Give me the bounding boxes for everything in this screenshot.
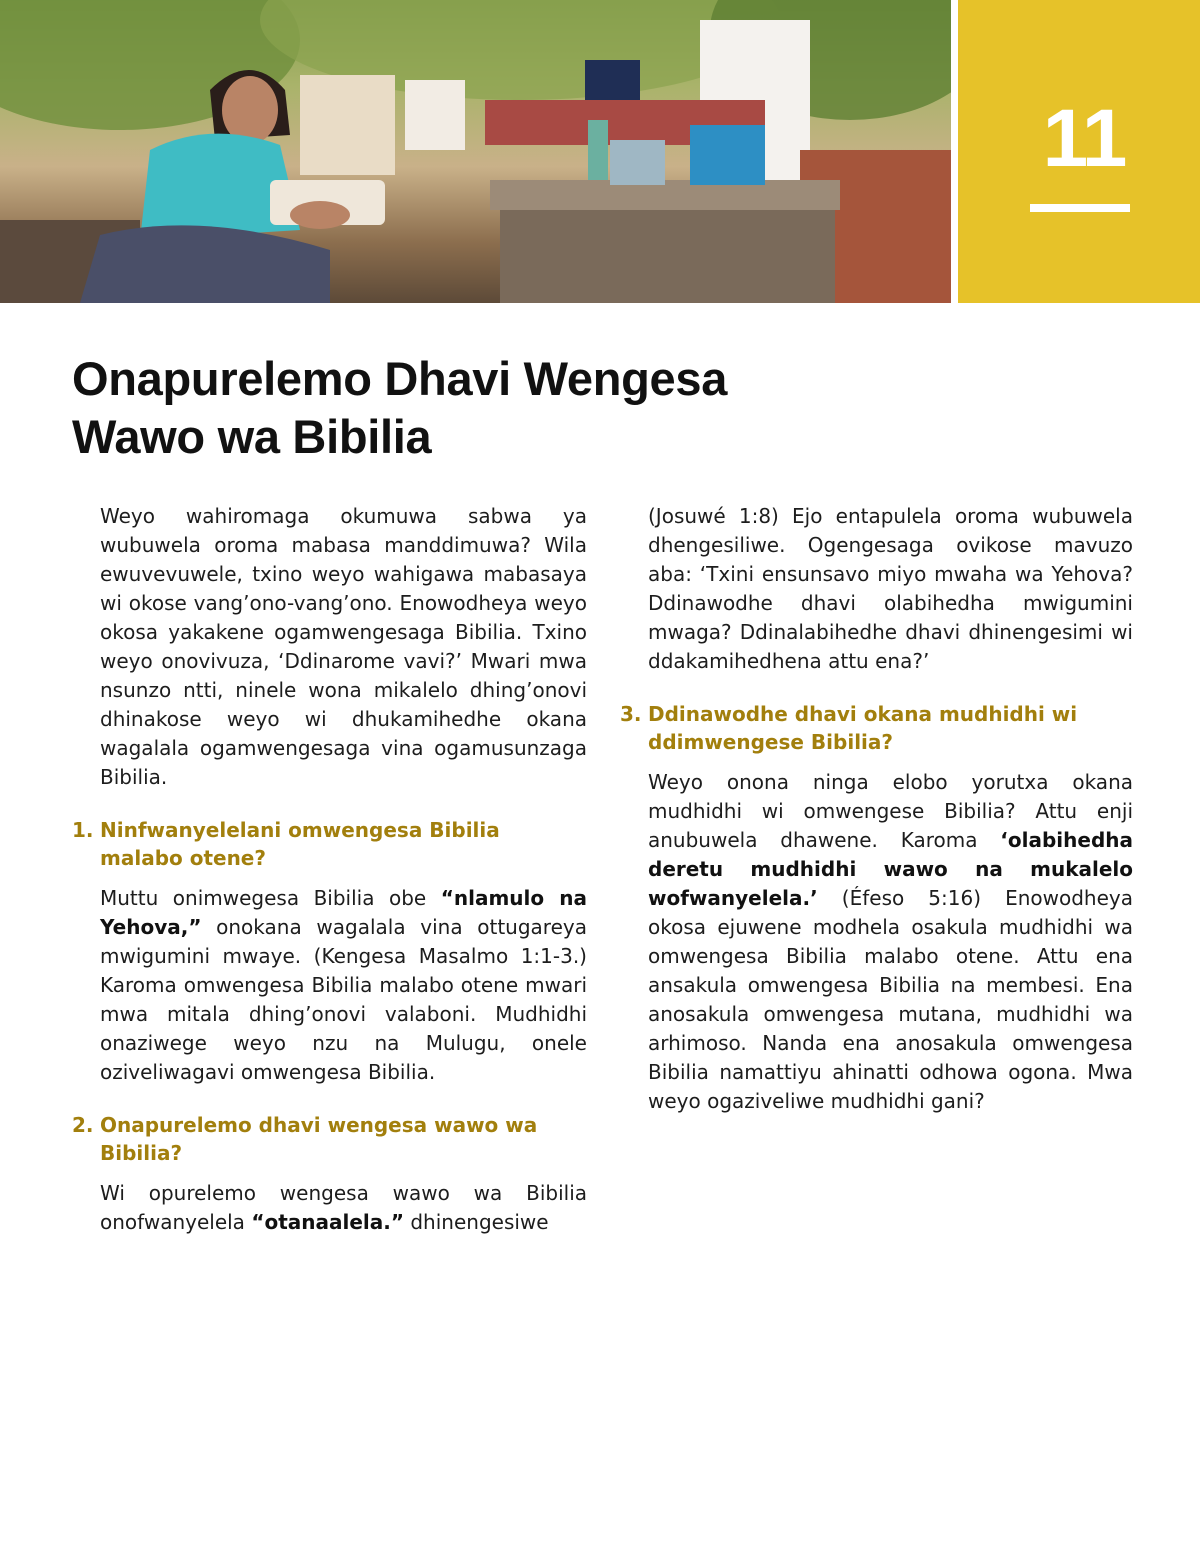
section-heading-text: Onapurelemo dhavi wengesa wawo wa Bibilia? xyxy=(100,1113,538,1165)
section-number: 1. xyxy=(72,818,94,842)
paragraph-text: Muttu onimwegesa Bibilia obe xyxy=(100,886,441,910)
section-paragraph-1 xyxy=(72,884,587,1087)
section-paragraph-2 xyxy=(72,1179,587,1237)
section-paragraph-2-continued: (Josuwé 1:8) Ejo entapulela oroma wubuwela dhengesiliwe. Ogengesaga ovikose mavuzo aba: ‘Txini ensunsavo miyo mwaha wa Yehova? Ddinawodhe dhavi olabihedha mwigumini mwaga? Ddinalabihedhe dhavi dhinengesimi wi ddakamihedhena attu ena?’ xyxy=(648,504,1133,673)
page-title-line-2: Wawo wa Bibilia xyxy=(72,410,432,463)
woman-reading-bible-photo xyxy=(0,0,951,303)
paragraph-text: Wi opurelemo wengesa wawo wa Bibilia onofwanyelela xyxy=(100,1181,587,1234)
lesson-number-underline xyxy=(1030,204,1130,212)
emphasized-quote: ‘olabihedha deretu mudhidhi wawo na mukalelo wofwanyelela.’ xyxy=(648,828,1133,910)
paragraph-text: dhinengesiwe xyxy=(404,1210,549,1234)
section-heading-2 xyxy=(72,1111,587,1167)
intro-paragraph: Weyo wahiromaga okumuwa sabwa ya wubuwela oroma mabasa manddimuwa? Wila ewuvevuwele, txino weyo wahigawa mabasaya wi okose vang’ono-vang’ono. Enowodheya weyo okosa yakakene ogamwengesaga Bibilia. Txino weyo onovivuza, ‘Ddinarome vavi?’ Mwari mwa nsunzo ntti, ninele wona mikalelo dhing’onovi dhinakose weyo wi dhukamihedhe okana wagalala ogamwengesaga vina ogamusunzaga Bibilia. xyxy=(100,504,587,789)
paragraph-text: onokana wagalala vina ottugareya mwigumini mwaye. (Kengesa Masalmo 1:1-3.) Karoma omwengesa Bibilia malabo otene mwari mwa mitala dhing’onovi valaboni. Mudhidhi onaziwege weyo nzu na Mulugu, onele oziveliwagavi omwengesa Bibilia. xyxy=(100,915,587,1084)
lesson-number: 11 xyxy=(1042,93,1126,184)
lesson-badge xyxy=(958,0,1200,303)
page-title-line-1: Onapurelemo Dhavi Wengesa xyxy=(72,352,728,405)
section-number: 2. xyxy=(72,1113,94,1137)
section-heading-text: Ninfwanyelelani omwengesa Bibilia malabo otene? xyxy=(100,818,500,870)
page-title xyxy=(72,350,872,466)
section-heading-3 xyxy=(620,700,1133,756)
section-heading-1 xyxy=(72,816,587,872)
emphasized-quote: “nlamulo na Yehova,” xyxy=(100,886,587,939)
header-photo xyxy=(0,0,951,303)
right-column xyxy=(620,502,1133,1116)
left-column xyxy=(72,502,587,1237)
paragraph-text: (Éfeso 5:16) Enowodheya okosa ejuwene modhela osakula mudhidhi wa omwengesa Bibilia malabo otene. Attu ena ansakula omwengesa Bibilia na membesi. Ena anosakula omwengesa mutana, mudhidhi wa arhimoso. Nanda ena anosakula omwengesa Bibilia namattiyu ahinatti odhowa ogona. Mwa weyo ogaziveliwe mudhidhi gani? xyxy=(648,886,1133,1113)
section-number: 3. xyxy=(620,702,642,726)
paragraph-text: Weyo onona ninga elobo yorutxa okana mudhidhi wi omwengese Bibilia? Attu enji anubuwela dhawene. Karoma xyxy=(648,770,1133,852)
section-paragraph-3 xyxy=(620,768,1133,1116)
emphasized-quote: “otanaalela.” xyxy=(251,1210,404,1234)
section-heading-text: Ddinawodhe dhavi okana mudhidhi wi ddimwengese Bibilia? xyxy=(648,702,1078,754)
